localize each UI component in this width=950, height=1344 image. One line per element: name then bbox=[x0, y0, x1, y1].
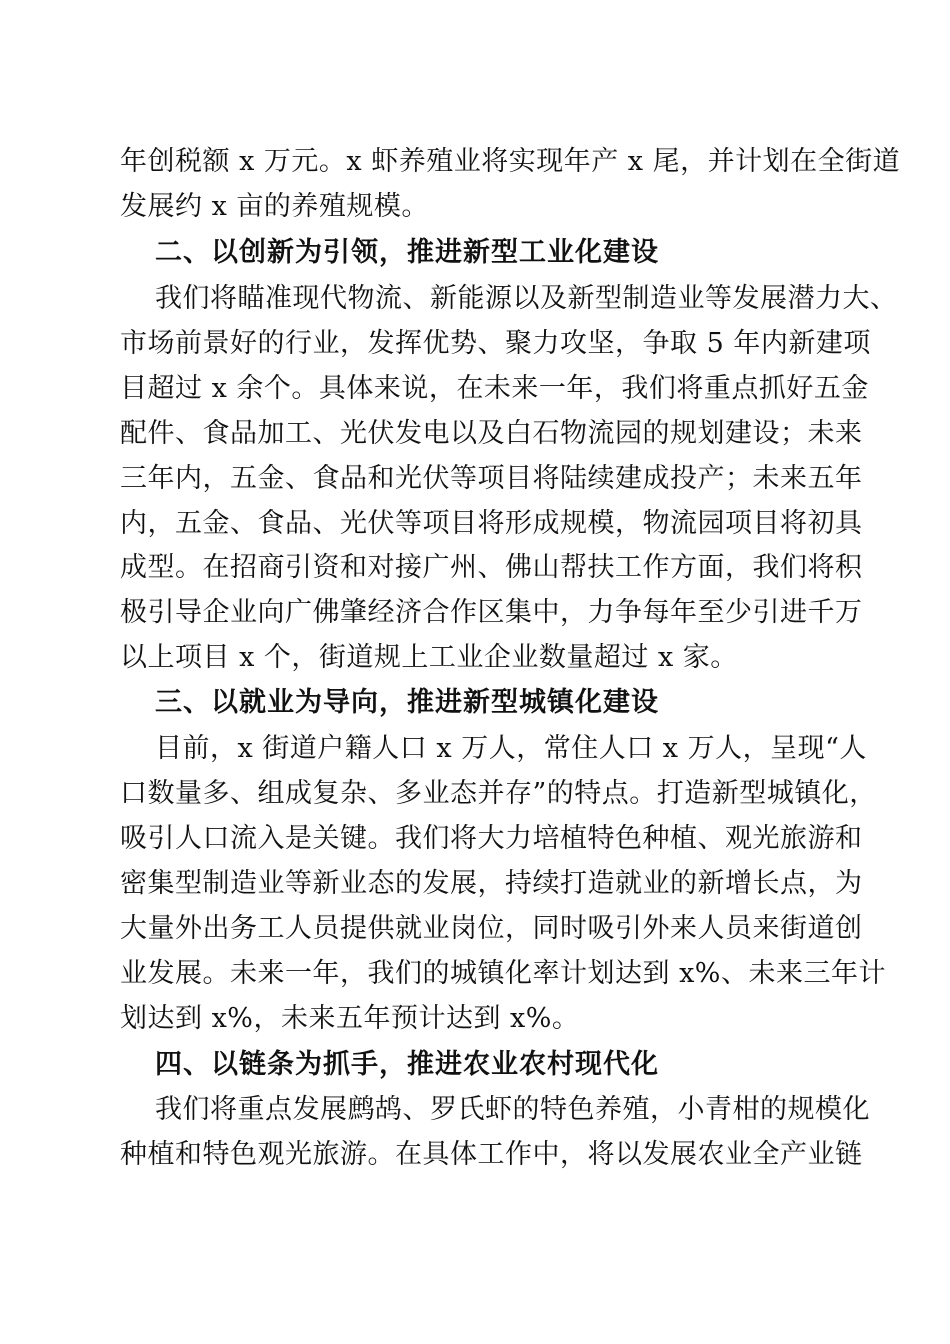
body-line: 划达到 x%，未来五年预计达到 x%。 bbox=[120, 1003, 580, 1034]
body-line: 市场前景好的行业，发挥优势、聚力攻坚，争取 5 年内新建项 bbox=[120, 328, 871, 359]
body-line: 配件、食品加工、光伏发电以及白石物流园的规划建设；未来 bbox=[120, 418, 863, 449]
body-line: 口数量多、组成复杂、多业态并存”的特点。打造新型城镇化， bbox=[120, 778, 877, 809]
body-line: 发展约 x 亩的养殖规模。 bbox=[120, 191, 429, 222]
body-line: 成型。在招商引资和对接广州、佛山帮扶工作方面，我们将积 bbox=[120, 552, 863, 583]
body-line: 目超过 x 余个。具体来说，在未来一年，我们将重点抓好五金 bbox=[120, 373, 869, 404]
section-heading-4: 四、以链条为抓手，推进农业农村现代化 bbox=[155, 1049, 659, 1080]
body-line: 内，五金、食品、光伏等项目将形成规模，物流园项目将初具 bbox=[120, 508, 863, 539]
paragraph-first-line: 目前，x 街道户籍人口 x 万人，常住人口 x 万人，呈现“人 bbox=[155, 733, 867, 764]
body-line: 年创税额 x 万元。x 虾养殖业将实现年产 x 尾，并计划在全街道 bbox=[120, 146, 901, 177]
body-line: 业发展。未来一年，我们的城镇化率计划达到 x%、未来三年计 bbox=[120, 958, 886, 989]
body-line: 吸引人口流入是关键。我们将大力培植特色种植、观光旅游和 bbox=[120, 823, 863, 854]
body-line: 密集型制造业等新业态的发展，持续打造就业的新增长点，为 bbox=[120, 868, 863, 899]
paragraph-first-line: 我们将瞄准现代物流、新能源以及新型制造业等发展潜力大、 bbox=[155, 283, 898, 314]
paragraph-first-line: 我们将重点发展鹧鸪、罗氏虾的特色养殖，小青柑的规模化 bbox=[155, 1094, 870, 1125]
body-line: 极引导企业向广佛肇经济合作区集中，力争每年至少引进千万 bbox=[120, 597, 863, 628]
section-heading-2: 二、以创新为引领，推进新型工业化建设 bbox=[155, 237, 659, 268]
body-line: 以上项目 x 个，街道规上工业企业数量超过 x 家。 bbox=[120, 642, 738, 673]
body-line: 三年内，五金、食品和光伏等项目将陆续建成投产；未来五年 bbox=[120, 463, 863, 494]
body-line: 种植和特色观光旅游。在具体工作中，将以发展农业全产业链 bbox=[120, 1139, 863, 1170]
section-heading-3: 三、以就业为导向，推进新型城镇化建设 bbox=[155, 687, 659, 718]
body-line: 大量外出务工人员提供就业岗位，同时吸引外来人员来街道创 bbox=[120, 913, 863, 944]
